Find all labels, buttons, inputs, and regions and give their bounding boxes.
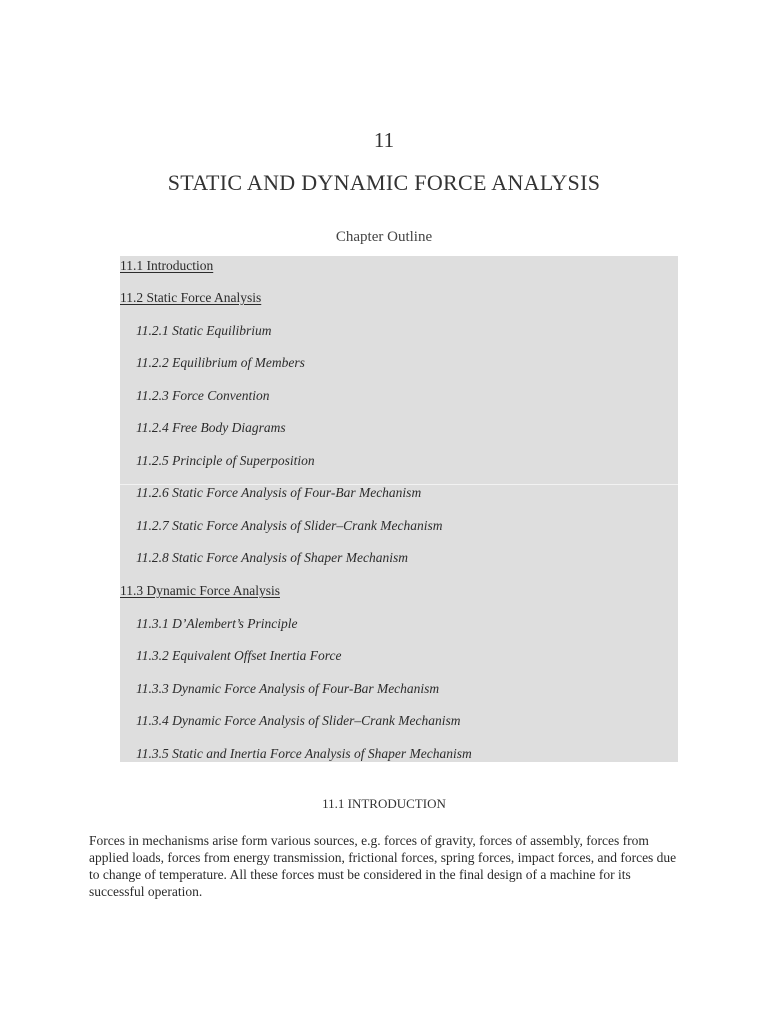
outline-heading: Chapter Outline (335, 229, 433, 245)
toc-link-four-bar-dynamic[interactable]: 11.3.3 Dynamic Force Analysis of Four-Bar Mechanism (136, 681, 440, 696)
body-paragraph: Forces in mechanisms arise form various sources, e.g. forces of gravity, forces of assembly, forces from applied loads, forces from energy transmission, frictional forces, spring forces, impact forces, and forces due to change of temperature. All these forces must be considered in the final design of a machine for its successful operation. (89, 833, 677, 899)
toc-link-slider-crank-static[interactable]: 11.2.7 Static Force Analysis of Slider–Crank Mechanism (136, 518, 443, 533)
toc-link-slider-crank-dynamic[interactable]: 11.3.4 Dynamic Force Analysis of Slider–Crank Mechanism (136, 713, 461, 728)
toc-link-shaper-static[interactable]: 11.2.8 Static Force Analysis of Shaper Mechanism (136, 550, 408, 565)
toc-link-equilibrium-of-members[interactable]: 11.2.2 Equilibrium of Members (136, 355, 305, 370)
chapter-outline-box (120, 256, 678, 762)
toc-link-shaper-inertia[interactable]: 11.3.5 Static and Inertia Force Analysis of Shaper Mechanism (136, 746, 472, 761)
toc-link-dalemberts-principle[interactable]: 11.3.1 D’Alembert’s Principle (136, 616, 298, 631)
toc-link-free-body-diagrams[interactable]: 11.2.4 Free Body Diagrams (136, 420, 286, 435)
toc-link-four-bar-static[interactable]: 11.2.6 Static Force Analysis of Four-Bar Mechanism (136, 485, 422, 500)
toc-link-static-force-analysis[interactable]: 11.2 Static Force Analysis (120, 290, 262, 305)
chapter-number: 11 (373, 128, 395, 152)
section-heading: 11.1 INTRODUCTION (322, 796, 446, 811)
toc-link-equivalent-offset-inertia-force[interactable]: 11.3.2 Equivalent Offset Inertia Force (136, 648, 342, 663)
toc-link-introduction[interactable]: 11.1 Introduction (120, 258, 214, 273)
toc-link-principle-of-superposition[interactable]: 11.2.5 Principle of Superposition (136, 453, 315, 468)
chapter-title: STATIC AND DYNAMIC FORCE ANALYSIS (167, 170, 601, 195)
toc-link-force-convention[interactable]: 11.2.3 Force Convention (136, 388, 270, 403)
toc-link-static-equilibrium[interactable]: 11.2.1 Static Equilibrium (136, 323, 272, 338)
toc-link-dynamic-force-analysis[interactable]: 11.3 Dynamic Force Analysis (120, 583, 280, 598)
